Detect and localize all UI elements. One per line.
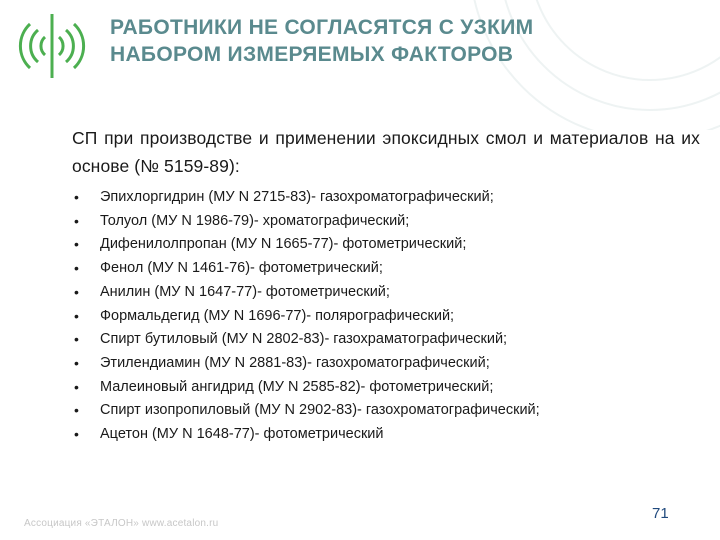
list-item-text: Формальдегид (МУ N 1696-77)- полярографический;: [100, 307, 455, 324]
list-item-text: Анилин (МУ N 1647-77)- фотометрический;: [100, 283, 390, 300]
list-item: [72, 399, 700, 423]
list-item: [72, 186, 700, 210]
bullet: •: [74, 402, 79, 419]
bullet: •: [74, 378, 79, 395]
list-item: [72, 281, 700, 305]
bullet: •: [74, 307, 79, 324]
list-item: [72, 257, 700, 281]
intro-paragraph: СП при производстве и применении эпоксидных смол и материалов на их основе (№ 5159-89):: [72, 128, 700, 176]
bullet: •: [74, 260, 79, 277]
list-item: [72, 352, 700, 376]
main-content: [72, 124, 700, 447]
bullet: •: [74, 354, 79, 371]
list-item: [72, 305, 700, 329]
list-item-text: Фенол (МУ N 1461-76)- фотометрический;: [100, 260, 383, 277]
list-item-text: Эпихлоргидрин (МУ N 2715-83)- газохроматографический;: [100, 189, 494, 205]
list-item-text: Спирт изопропиловый (МУ N 2902-83)- газохроматографический;: [100, 402, 540, 419]
list-item-text: Спирт бутиловый (МУ N 2802-83)- газохраматографический;: [100, 331, 508, 348]
list-item-text: Малеиновый ангидрид (МУ N 2585-82)- фотометрический;: [100, 378, 494, 395]
bullet: •: [74, 189, 79, 205]
bullet: •: [74, 283, 79, 300]
list-item: [72, 376, 700, 400]
bullet: •: [74, 331, 79, 348]
list-item-text: Дифенилолпропан (МУ N 1665-77)- фотометрический;: [100, 236, 467, 253]
title-line-1: РАБОТНИКИ НЕ СОГЛАСЯТСЯ С УЗКИМ: [110, 16, 534, 39]
bullet: •: [74, 212, 79, 229]
list-item: [72, 233, 700, 257]
list-item: [72, 328, 700, 352]
footer-organization: Ассоциация «ЭТАЛОН» www.acetalon.ru: [24, 518, 219, 529]
list-item-text: Этилендиамин (МУ N 2881-83)- газохроматографический;: [100, 354, 490, 371]
list-item: [72, 210, 700, 234]
page-number: 71: [652, 505, 669, 522]
list-item: [72, 423, 700, 447]
association-logo-icon: [14, 8, 90, 84]
methods-list: [72, 186, 700, 447]
bullet: •: [74, 236, 79, 253]
list-item-text: Ацетон (МУ N 1648-77)- фотометрический: [100, 426, 384, 443]
bullet: •: [74, 426, 79, 443]
page-title: [110, 14, 710, 68]
list-item-text: Толуол (МУ N 1986-79)- хроматографический;: [100, 212, 410, 229]
title-line-2: НАБОРОМ ИЗМЕРЯЕМЫХ ФАКТОРОВ: [110, 43, 514, 66]
